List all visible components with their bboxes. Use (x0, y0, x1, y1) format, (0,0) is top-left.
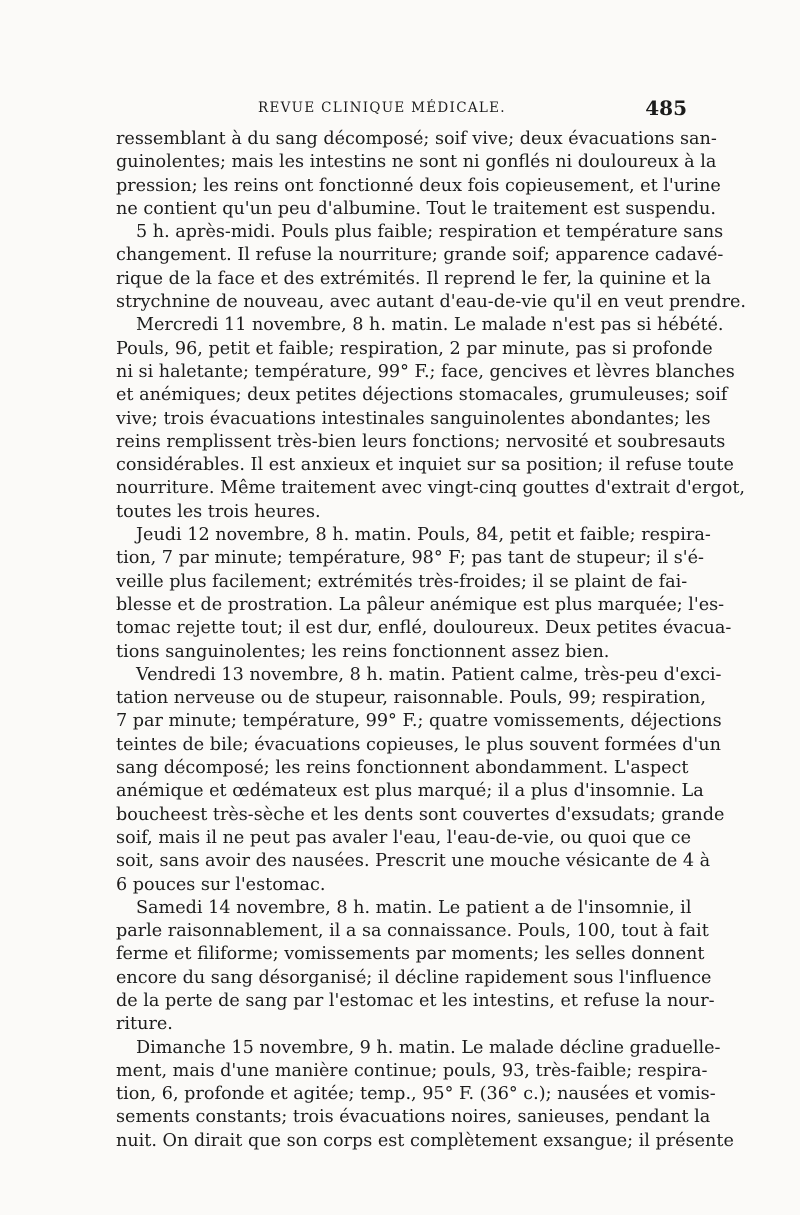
text-line: ressemblant à du sang décomposé; soif vive; deux évacuations san- (116, 129, 717, 149)
page-header (116, 96, 687, 124)
text-line: Pouls, 96, petit et faible; respiration, 2 par minute, pas si profonde (116, 338, 713, 359)
text-line: vive; trois évacuations intestinales sanguinolentes abondantes; les (116, 408, 711, 429)
text-line: et anémiques; deux petites déjections stomacales, grumuleuses; soif (116, 385, 728, 406)
text-line: tion, 6, profonde et agitée; temp., 95° F. (36° c.); nausées et vomis- (116, 1084, 716, 1105)
text-line: changement. Il refuse la nourriture; grande soif; apparence cadavé- (116, 245, 724, 266)
text-line: Jeudi 12 novembre, 8 h. matin. Pouls, 84, petit et faible; respira- (136, 525, 711, 546)
text-line: 6 pouces sur l'estomac. (116, 874, 326, 895)
text-line: tions sanguinolentes; les reins fonctionnent assez bien. (116, 641, 610, 662)
text-line: ne contient qu'un peu d'albumine. Tout le traitement est suspendu. (116, 198, 716, 219)
text-line: tomac rejette tout; il est dur, enflé, douloureux. Deux petites évacua- (116, 618, 732, 639)
text-line: reins remplissent très-bien leurs fonctions; nervosité et soubresauts (116, 431, 726, 452)
body-text (116, 128, 746, 1153)
text-line: de la perte de sang par l'estomac et les intestins, et refuse la nour- (116, 990, 715, 1011)
text-line: 7 par minute; température, 99° F.; quatre vomissements, déjections (116, 711, 722, 732)
text-line: teintes de bile; évacuations copieuses, le plus souvent formées d'un (116, 734, 721, 755)
text-line: ment, mais d'une manière continue; pouls, 93, très-faible; respira- (116, 1060, 708, 1081)
text-line: rique de la face et des extrémités. Il reprend le fer, la quinine et la (116, 268, 711, 289)
text-line: soit, sans avoir des nausées. Prescrit une mouche vésicante de 4 à (116, 851, 711, 872)
text-line: boucheest très-sèche et les dents sont couvertes d'exsudats; grande (116, 804, 725, 825)
text-line: Vendredi 13 novembre, 8 h. matin. Patient calme, très-peu d'exci- (136, 664, 722, 685)
page-number: 485 (645, 96, 687, 120)
text-line: encore du sang désorganisé; il décline rapidement sous l'influence (116, 967, 712, 988)
text-line: pression; les reins ont fonctionné deux fois copieusement, et l'urine (116, 175, 721, 196)
text-line: ferme et filiforme; vomissements par moments; les selles donnent (116, 944, 705, 965)
text-line: sements constants; trois évacuations noires, sanieuses, pendant la (116, 1107, 711, 1128)
text-line: Mercredi 11 novembre, 8 h. matin. Le malade n'est pas si hébété. (136, 315, 724, 336)
text-line: guinolentes; mais les intestins ne sont ni gonflés ni douloureux à la (116, 152, 717, 173)
text-line: nourriture. Même traitement avec vingt-cinq gouttes d'extrait d'ergot, (116, 478, 746, 499)
text-line: anémique et œdémateux est plus marqué; il a plus d'insomnie. La (116, 781, 704, 802)
text-line: tation nerveuse ou de stupeur, raisonnable. Pouls, 99; respiration, (116, 688, 706, 709)
text-line: nuit. On dirait que son corps est complètement exsangue; il présente (116, 1130, 734, 1151)
text-line: soif, mais il ne peut pas avaler l'eau, l'eau-de-vie, ou quoi que ce (116, 827, 692, 848)
text-line: sang décomposé; les reins fonctionnent abondamment. L'aspect (116, 758, 689, 779)
text-line: strychnine de nouveau, avec autant d'eau-de-vie qu'il en veut prendre. (116, 292, 746, 313)
running-title: REVUE CLINIQUE MÉDICALE. (258, 100, 506, 116)
text-line: considérables. Il est anxieux et inquiet sur sa position; il refuse toute (116, 455, 734, 476)
text-line: toutes les trois heures. (116, 501, 321, 522)
text-line: riture. (116, 1014, 173, 1035)
text-line: blesse et de prostration. La pâleur anémique est plus marquée; l'es- (116, 594, 725, 615)
text-line: Dimanche 15 novembre, 9 h. matin. Le malade décline graduelle- (136, 1037, 721, 1058)
text-line: veille plus facilement; extrémités très-froides; il se plaint de fai- (116, 571, 688, 592)
text-line: ni si haletante; température, 99° F.; face, gencives et lèvres blanches (116, 361, 735, 382)
text-line: Samedi 14 novembre, 8 h. matin. Le patient a de l'insomnie, il (136, 897, 692, 918)
text-line: tion, 7 par minute; température, 98° F; pas tant de stupeur; il s'é- (116, 548, 704, 569)
text-line: 5 h. après-midi. Pouls plus faible; respiration et température sans (136, 222, 724, 243)
text-line: parle raisonnablement, il a sa connaissance. Pouls, 100, tout à fait (116, 921, 709, 942)
